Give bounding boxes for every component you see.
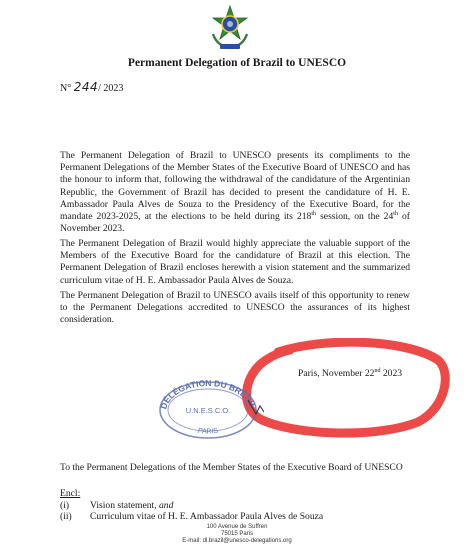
enclosures-heading: Encl: xyxy=(60,488,81,499)
brazil-coat-of-arms-icon xyxy=(207,4,253,52)
p1-sup-1: th xyxy=(311,210,317,217)
paragraph-closing: The Permanent Delegation of Brazil to UNESCO avails itself of this opportunity to renew to the Permanent Delegations accredited to UNESCO the assurances of its highest consideration. xyxy=(60,290,410,326)
place-and-date xyxy=(298,368,402,379)
reference-year: / 2023 xyxy=(98,83,124,94)
p1-sup-2: th xyxy=(393,210,398,217)
footer-city-line: 75015 Paris xyxy=(220,531,254,537)
footer-address-line: 100 Avenue de Suffren xyxy=(206,524,268,530)
stamp-top-text: DÉLÉGATION DU BRÉSIL xyxy=(158,377,258,411)
delegation-stamp xyxy=(152,376,264,440)
p1-end: of November 2023. xyxy=(60,211,411,235)
p1-mid: session, on the 24 xyxy=(316,211,394,223)
enclosure-item xyxy=(60,500,173,511)
place-date-year: 2023 xyxy=(380,368,403,380)
enclosure-text: Curriculum vitae of H. E. Ambassador Paula Alves de Souza xyxy=(90,511,324,522)
paragraph-support: The Permanent Delegation of Brazil would highly appreciate the valuable support of the Members of the Executive Board for the candidature of Brazil at this election. The Permanent Delegation of Brazil encloses herewith a vision statement and the summarized curriculum vitae of H. E. Ambassador Paula Alves de Souza. xyxy=(60,238,410,286)
paragraph-candidature xyxy=(60,150,410,235)
enclosure-text: Vision statement, xyxy=(90,500,159,511)
enclosure-index: (ii) xyxy=(60,511,72,522)
red-circle-annotation xyxy=(238,338,450,438)
enclosure-text-italic: and xyxy=(158,500,174,511)
footer-email-line: E-mail: dl.brazil@unesco-delegations.org xyxy=(182,538,292,544)
stamp-center-text: U.N.E.S.C.O. xyxy=(185,406,231,415)
reference-number xyxy=(60,80,123,94)
place-date-sup: nd xyxy=(374,368,381,374)
stamp-bottom-text: PARIS xyxy=(197,427,219,436)
place-date-text: Paris, November 22 xyxy=(298,368,375,380)
reference-prefix: N° xyxy=(60,83,72,94)
svg-text:PARIS xyxy=(198,428,219,436)
enclosure-item xyxy=(60,511,323,522)
addressee-line: To the Permanent Delegations of the Member States of the Executive Board of UNESCO xyxy=(60,462,403,473)
enclosure-index: (i) xyxy=(60,500,70,511)
p1-text: The Permanent Delegation of Brazil to UNESCO presents its compliments to the Permanent Delegations of the Member States of the Executive Board of UNESCO and has the honour to inform that, following the withdrawal of the candidature of the Argentinian Republic, the Government of Brazil has decided to present the candidature of H. E. Ambassador Paula Alves de Souza to the Presidency of the Executive Board, for the mandate 2023-2025, at the elections to be held during its 218 xyxy=(60,150,410,223)
reference-handwritten-number: 244 xyxy=(73,80,99,94)
delegation-heading: Permanent Delegation of Brazil to UNESCO xyxy=(127,57,347,69)
